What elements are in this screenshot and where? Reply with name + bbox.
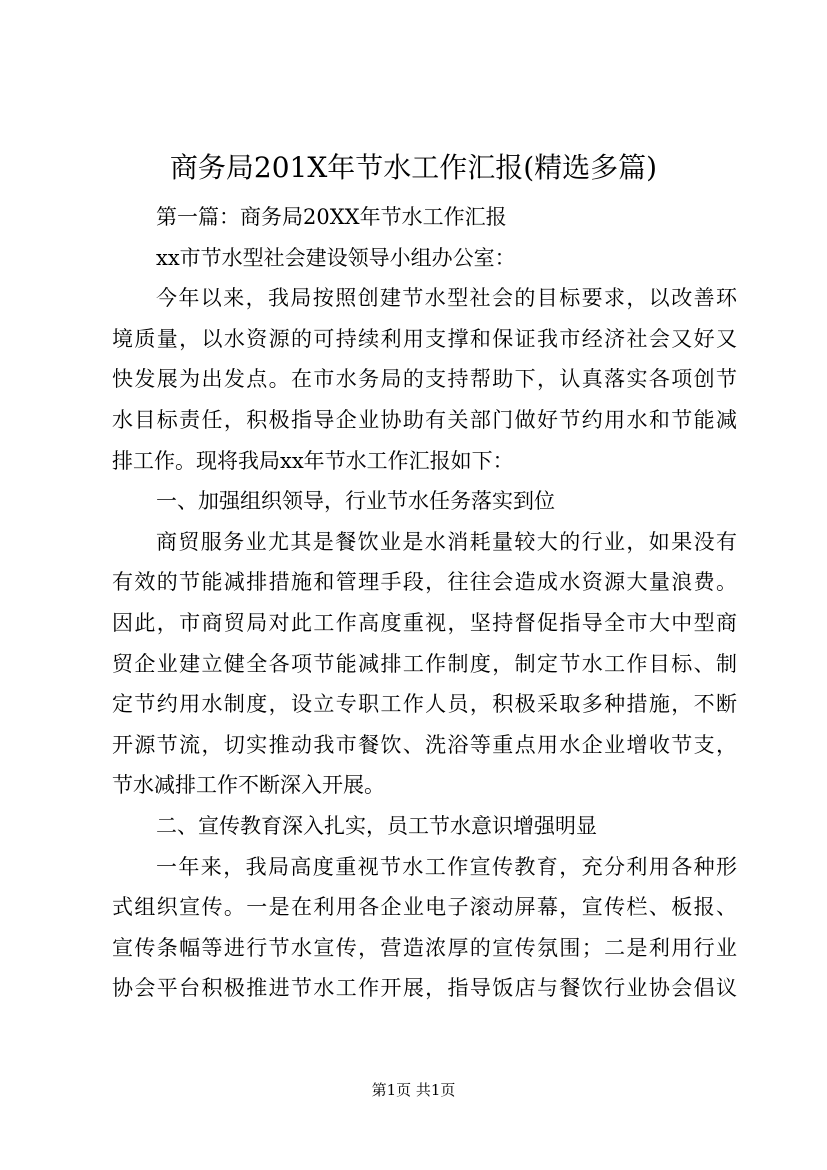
paragraph-line: 贸企业建立健全各项节能减排工作制度，制定节水工作目标、制: [112, 651, 737, 676]
subheading: 一、加强组织领导，行业节水任务落实到位: [156, 489, 555, 514]
paragraph-line: 水目标责任，积极指导企业协助有关部门做好节约用水和节能减: [112, 407, 737, 432]
page-footer: 第1页 共1页: [371, 1081, 456, 1099]
paragraph-line: 式组织宣传。一是在利用各企业电子滚动屏幕，宣传栏、板报、: [112, 895, 737, 920]
paragraph-line: 宣传条幅等进行节水宣传，营造浓厚的宣传氛围；二是利用行业: [112, 935, 737, 960]
paragraph-line: 因此，市商贸局对此工作高度重视，坚持督促指导全市大中型商: [112, 610, 737, 635]
paragraph-line: 商贸服务业尤其是餐饮业是水消耗量较大的行业，如果没有: [156, 529, 737, 554]
section-heading: 第一篇：商务局20XX年节水工作汇报: [156, 205, 507, 229]
paragraph-line: 节水减排工作不断深入开展。: [112, 773, 385, 798]
document-title: 商务局201X年节水工作汇报(精选多篇): [169, 151, 658, 184]
paragraph-line: 定节约用水制度，设立专职工作人员，积极采取多种措施，不断: [112, 692, 737, 717]
paragraph-line: 协会平台积极推进节水工作开展，指导饭店与餐饮行业协会倡议: [112, 976, 737, 1001]
paragraph-line: 排工作。现将我局xx年节水工作汇报如下：: [112, 448, 514, 473]
paragraph-line: 今年以来，我局按照创建节水型社会的目标要求，以改善环: [156, 286, 737, 311]
paragraph-line: 有效的节能减排措施和管理手段，往往会造成水资源大量浪费。: [112, 570, 737, 595]
salutation: xx市节水型社会建设领导小组办公室：: [156, 245, 516, 270]
subheading: 二、宣传教育深入扎实，员工节水意识增强明显: [156, 813, 597, 838]
paragraph-line: 快发展为出发点。在市水务局的支持帮助下，认真落实各项创节: [112, 367, 737, 392]
paragraph-line: 一年来，我局高度重视节水工作宣传教育，充分利用各种形: [156, 854, 737, 879]
document-body: [112, 197, 737, 1009]
paragraph-line: 境质量，以水资源的可持续利用支撑和保证我市经济社会又好又: [112, 326, 737, 351]
paragraph-line: 开源节流，切实推动我市餐饮、洗浴等重点用水企业增收节支，: [112, 732, 737, 757]
